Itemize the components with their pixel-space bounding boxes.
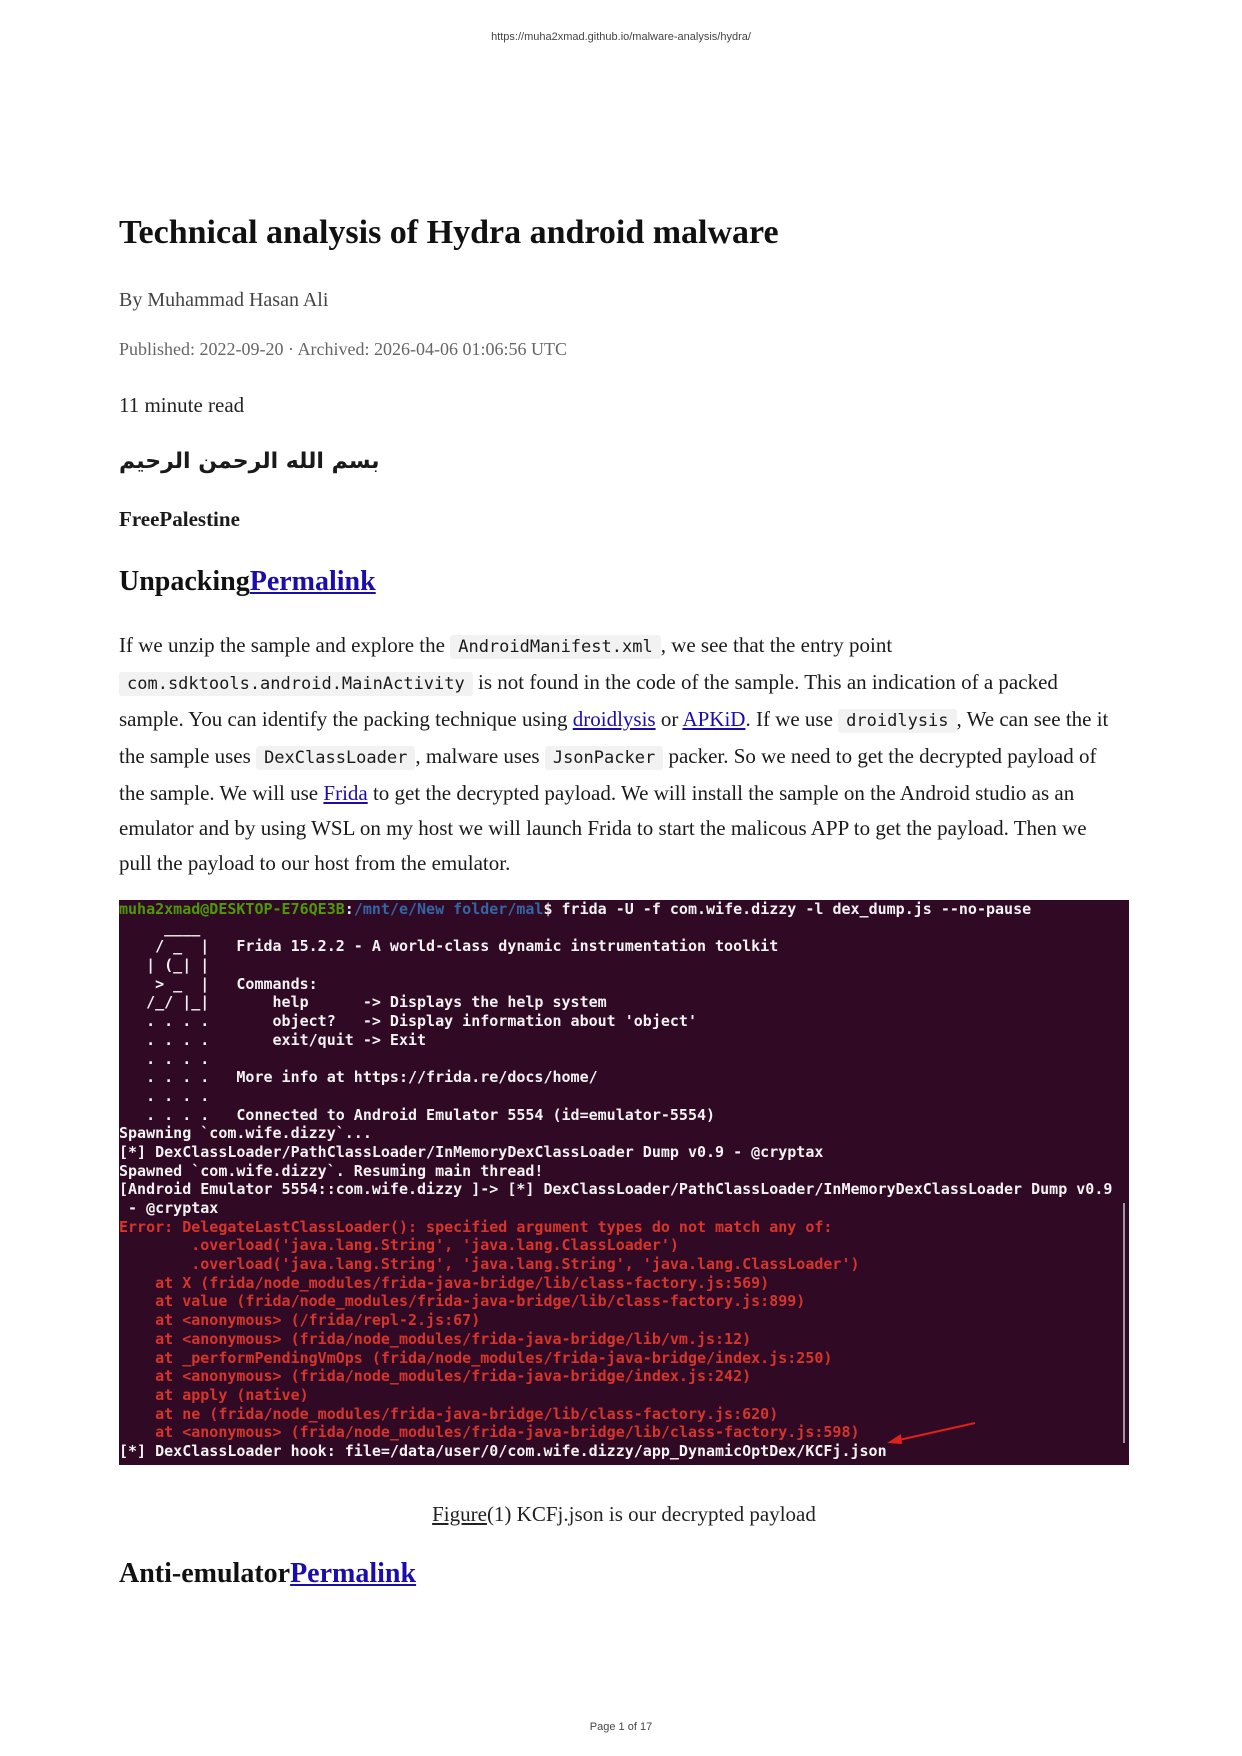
terminal-line: . . . .	[119, 1086, 210, 1105]
terminal-line: Spawned `com.wife.dizzy`. Resuming main thread!	[119, 1161, 544, 1180]
frida-link[interactable]: Frida	[323, 781, 368, 805]
unpacking-paragraph	[119, 628, 1119, 881]
text-span: If we unzip the sample and explore the	[119, 633, 451, 657]
terminal-error-output	[119, 1218, 1129, 1442]
author-byline: By Muhammad Hasan Ali	[119, 289, 329, 311]
terminal-error-line: .overload('java.lang.String', 'java.lang.String', 'java.lang.ClassLoader')	[119, 1255, 860, 1274]
red-arrow-icon	[879, 1420, 979, 1450]
text-span: to get the decrypted payload. We will install the sample on the Android studio as an emulator and by using WSL on my host we will launch Frida to start the malicous APP to get the payload. Then we pull the payload to our host from the emulator.	[119, 781, 1087, 875]
free-palestine-text: FreePalestine	[119, 507, 240, 531]
inline-code: JsonPacker	[545, 746, 663, 770]
inline-code: DexClassLoader	[256, 746, 415, 770]
terminal-error-line: at <anonymous> (frida/node_modules/frida-java-bridge/lib/class-factory.js:598)	[119, 1423, 860, 1442]
text-span: , We can see the it the sample uses	[119, 707, 1109, 768]
terminal-line: | (_| |	[119, 956, 210, 975]
terminal-prompt-line	[119, 900, 1129, 919]
terminal-final-line: [*] DexClassLoader hook: file=/data/user/0/com.wife.dizzy/app_DynamicOptDex/KCFj.json	[119, 1441, 887, 1460]
terminal-error-line: at _performPendingVmOps (frida/node_modules/frida-java-bridge/index.js:250)	[119, 1348, 833, 1367]
section-title: Anti-emulator	[119, 1558, 291, 1589]
figure-label: Figure	[432, 1502, 487, 1526]
text-span: or	[655, 707, 683, 731]
droidlysis-link[interactable]: droidlysis	[572, 707, 656, 731]
terminal-error-line: at <anonymous> (frida/node_modules/frida-java-bridge/index.js:242)	[119, 1367, 752, 1386]
apkid-link[interactable]: APKiD	[682, 707, 746, 731]
terminal-line: Spawning `com.wife.dizzy`...	[119, 1124, 372, 1143]
terminal-line: . . . . object? -> Display information about 'object'	[119, 1012, 697, 1031]
terminal-line: . . . . Connected to Android Emulator 5554 (id=emulator-5554)	[119, 1105, 716, 1124]
terminal-line: . . . . More info at https://frida.re/docs/home/	[119, 1068, 598, 1087]
basmala-text: بسم الله الرحمن الرحيم	[119, 449, 380, 474]
text-span: , we see that the entry point	[660, 633, 893, 657]
caption-text: (1) KCFj.json is our decrypted payload	[486, 1502, 816, 1526]
terminal-error-line: Error: DelegateLastClassLoader(): specified argument types do not match any of:	[119, 1217, 833, 1236]
page-number-footer: Page 1 of 17	[589, 1721, 653, 1733]
prompt-command: $ frida -U -f com.wife.dizzy -l dex_dump.js --no-pause	[543, 900, 1032, 918]
terminal-line: [*] DexClassLoader/PathClassLoader/InMemoryDexClassLoader Dump v0.9 - @cryptax	[119, 1142, 824, 1161]
terminal-line: / _ | Frida 15.2.2 - A world-class dynamic instrumentation toolkit	[119, 937, 779, 956]
terminal-line: . . . . exit/quit -> Exit	[119, 1030, 427, 1049]
terminal-line: ____	[119, 918, 201, 937]
terminal-line: . . . .	[119, 1049, 210, 1068]
section-title: Unpacking	[119, 566, 250, 597]
text-span: packer. So we need to get the decrypted payload of the sample. We will use	[119, 744, 1097, 805]
inline-code: com.sdktools.android.MainActivity	[119, 672, 473, 696]
prompt-user: muha2xmad@DESKTOP-E76QE3B	[119, 900, 345, 918]
terminal-line: - @cryptax	[119, 1199, 219, 1217]
terminal-line: > _ | Commands:	[119, 974, 318, 993]
text-span: is not found in the code of the sample. This an indication of a packed sample. You can identify the packing technique using	[119, 670, 1058, 731]
read-time: 11 minute read	[119, 393, 245, 417]
terminal-line: /_/ |_| help -> Displays the help system	[119, 993, 607, 1012]
section-heading-unpacking	[119, 566, 376, 598]
publish-meta: Published: 2022-09-20 · Archived: 2026-04-06 01:06:56 UTC	[119, 339, 567, 359]
terminal-error-line: at value (frida/node_modules/frida-java-bridge/lib/class-factory.js:899)	[119, 1292, 806, 1311]
terminal-scrollbar	[1123, 1203, 1125, 1443]
terminal-error-line: at <anonymous> (/frida/repl-2.js:67)	[119, 1311, 481, 1330]
permalink-link[interactable]: Permalink	[290, 1558, 417, 1589]
prompt-path: /mnt/e/New folder/mal	[353, 900, 544, 918]
terminal-screenshot	[119, 900, 1129, 1465]
figure-caption	[119, 1502, 1129, 1527]
terminal-error-line: at ne (frida/node_modules/frida-java-bridge/lib/class-factory.js:620)	[119, 1404, 779, 1423]
prompt-colon: :	[344, 900, 354, 918]
terminal-error-line: .overload('java.lang.String', 'java.lang.ClassLoader')	[119, 1236, 679, 1255]
section-heading-anti-emulator	[119, 1558, 416, 1590]
terminal-error-line: at <anonymous> (frida/node_modules/frida-java-bridge/lib/vm.js:12)	[119, 1329, 752, 1348]
permalink-link[interactable]: Permalink	[249, 566, 376, 597]
terminal-output	[119, 919, 1129, 1218]
text-span: . If we use	[745, 707, 839, 731]
print-url-header: https://muha2xmad.github.io/malware-analysis/hydra/	[491, 31, 751, 43]
inline-code: droidlysis	[838, 709, 956, 733]
text-span: , malware uses	[415, 744, 545, 768]
terminal-error-line: at apply (native)	[119, 1385, 309, 1404]
terminal-line: [Android Emulator 5554::com.wife.dizzy ]-> [*] DexClassLoader/PathClassLoader/InMemoryDexClassLoader Dump v0.9	[119, 1180, 1113, 1199]
inline-code: AndroidManifest.xml	[450, 635, 660, 659]
page-title: Technical analysis of Hydra android malware	[119, 214, 779, 251]
terminal-error-line: at X (frida/node_modules/frida-java-bridge/lib/class-factory.js:569)	[119, 1273, 770, 1292]
